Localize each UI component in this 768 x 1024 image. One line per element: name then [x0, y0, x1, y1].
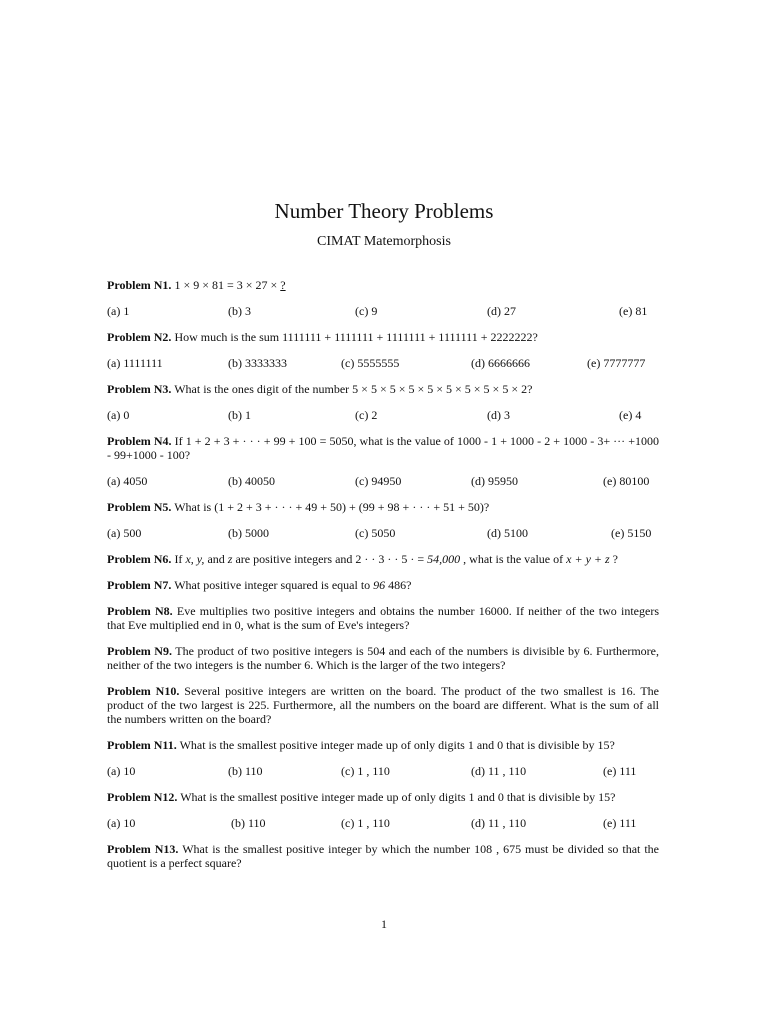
options-n2: [107, 356, 659, 370]
problem-text: What is (1 + 2 + 3 + · · · + 49 + 50) + (99 + 98 + · · · + 51 + 50)?: [171, 500, 490, 514]
option-e: (e) 80100: [603, 474, 650, 488]
problem-text: Several positive integers are written on the board. The product of the two smallest is 16. The product of the two largest is 225. Furthermore, all the numbers on the board are different. What is the sum of all the numbers written on the board?: [107, 684, 659, 726]
option-d: (d) 3: [487, 408, 510, 422]
option-e: (e) 4: [619, 408, 642, 422]
math-value: 96: [373, 578, 386, 592]
problem-text: and: [204, 552, 228, 566]
problem-text: The product of two positive integers is 504 and each of the numbers is divisible by 6. Furthermore, neither of the two integers is the number 6. Which is the larger of the two integers?: [107, 644, 660, 672]
option-a: (a) 0: [107, 408, 130, 422]
options-n1: [107, 304, 659, 318]
option-a: (a) 500: [107, 526, 142, 540]
problem-label: Problem N4.: [107, 434, 172, 448]
problem-label: Problem N7.: [107, 578, 172, 592]
option-b: (b) 5000: [228, 526, 269, 540]
option-a: (a) 4050: [107, 474, 148, 488]
option-d: (d) 5100: [487, 526, 528, 540]
problem-text: ?: [609, 552, 618, 566]
problem-label: Problem N6.: [107, 552, 172, 566]
problem-text: If: [171, 552, 186, 566]
option-d: (d) 11 , 110: [471, 764, 527, 778]
problem-label: Problem N8.: [107, 604, 173, 618]
answer-blank: ?: [280, 278, 286, 292]
problem-label: Problem N3.: [107, 382, 172, 396]
problem-n7: [107, 578, 659, 592]
option-b: (b) 40050: [228, 474, 275, 488]
problem-text: are positive integers and 2 · · 3 · · 5 · =: [232, 552, 428, 566]
document-title: Number Theory Problems: [274, 199, 494, 223]
problem-label: Problem N11.: [107, 738, 177, 752]
document-subtitle: CIMAT Matemorphosis: [317, 234, 451, 249]
problem-label: Problem N2.: [107, 330, 172, 344]
option-a: (a) 1: [107, 304, 130, 318]
option-c: (c) 9: [355, 304, 378, 318]
problem-text: What is the smallest positive integer by which the number 108 , 675 must be divided so that the quotient is a perfect square?: [107, 842, 660, 870]
options-n5: [107, 526, 659, 540]
problem-text: What positive integer squared is equal to: [171, 578, 374, 592]
problem-text: 486?: [385, 578, 412, 592]
math-value: 54,000: [427, 552, 461, 566]
option-e: (e) 111: [603, 764, 637, 778]
problem-label: Problem N13.: [107, 842, 179, 856]
problem-text: If 1 + 2 + 3 + · · · + 99 + 100 = 5050, what is the value of 1000 - 1 + 1000 - 2 + 1000 - 3+ ··· +1000 - 99+1000 - 100?: [107, 434, 660, 462]
problem-n4: [107, 434, 659, 462]
problem-label: Problem N1.: [107, 278, 172, 292]
option-c: (c) 5050: [355, 526, 396, 540]
option-d: (d) 11 , 110: [471, 816, 527, 830]
option-a: (a) 1111111: [107, 356, 163, 370]
option-b: (b) 110: [228, 764, 263, 778]
problem-n10: [107, 684, 659, 726]
problem-n2: [107, 330, 659, 344]
problem-label: Problem N9.: [107, 644, 172, 658]
problem-n13: [107, 842, 659, 870]
problem-n1: [107, 278, 659, 292]
option-b: (b) 1: [228, 408, 251, 422]
option-e: (e) 111: [603, 816, 637, 830]
problem-text: What is the smallest positive integer made up of only digits 1 and 0 that is divisible by 15?: [176, 738, 615, 752]
option-c: (c) 2: [355, 408, 378, 422]
option-d: (d) 27: [487, 304, 516, 318]
problem-n3: [107, 382, 659, 396]
problem-label: Problem N10.: [107, 684, 180, 698]
problem-text: , what is the value of: [460, 552, 567, 566]
options-n12: [107, 816, 659, 830]
problem-n5: [107, 500, 659, 514]
problem-text: Eve multiplies two positive integers and obtains the number 16000. If neither of the two integers that Eve multiplied end in 0, what is the sum of Eve's integers?: [107, 604, 659, 632]
problem-label: Problem N12.: [107, 790, 178, 804]
option-e: (e) 5150: [611, 526, 652, 540]
problem-text: 1 × 9 × 81 = 3 × 27 ×: [171, 278, 281, 292]
option-d: (d) 6666666: [471, 356, 530, 370]
option-a: (a) 10: [107, 764, 136, 778]
option-c: (c) 1 , 110: [341, 764, 390, 778]
math-variable: z: [227, 552, 233, 566]
problem-list: [107, 278, 659, 870]
page-number: 1: [381, 917, 387, 931]
math-expression: x + y + z: [566, 552, 610, 566]
option-b: (b) 110: [231, 816, 266, 830]
problem-n12: [107, 790, 659, 804]
option-e: (e) 81: [619, 304, 648, 318]
options-n3: [107, 408, 659, 422]
option-b: (b) 3333333: [228, 356, 287, 370]
option-c: (c) 1 , 110: [341, 816, 390, 830]
option-c: (c) 5555555: [341, 356, 400, 370]
problem-n11: [107, 738, 659, 752]
option-b: (b) 3: [228, 304, 251, 318]
math-variable: x, y,: [185, 552, 205, 566]
option-a: (a) 10: [107, 816, 136, 830]
problem-n9: [107, 644, 659, 672]
problem-text: What is the smallest positive integer made up of only digits 1 and 0 that is divisible by 15?: [177, 790, 616, 804]
problem-text: What is the ones digit of the number 5 × 5 × 5 × 5 × 5 × 5 × 5 × 5 × 5 × 2?: [171, 382, 533, 396]
problem-label: Problem N5.: [107, 500, 172, 514]
option-e: (e) 7777777: [587, 356, 646, 370]
options-n4: [107, 474, 659, 488]
option-c: (c) 94950: [355, 474, 402, 488]
problem-n8: [107, 604, 659, 632]
options-n11: [107, 764, 659, 778]
problem-n6: [107, 552, 659, 566]
option-d: (d) 95950: [471, 474, 518, 488]
problem-text: How much is the sum 1111111 + 1111111 + 1111111 + 1111111 + 2222222?: [171, 330, 538, 344]
